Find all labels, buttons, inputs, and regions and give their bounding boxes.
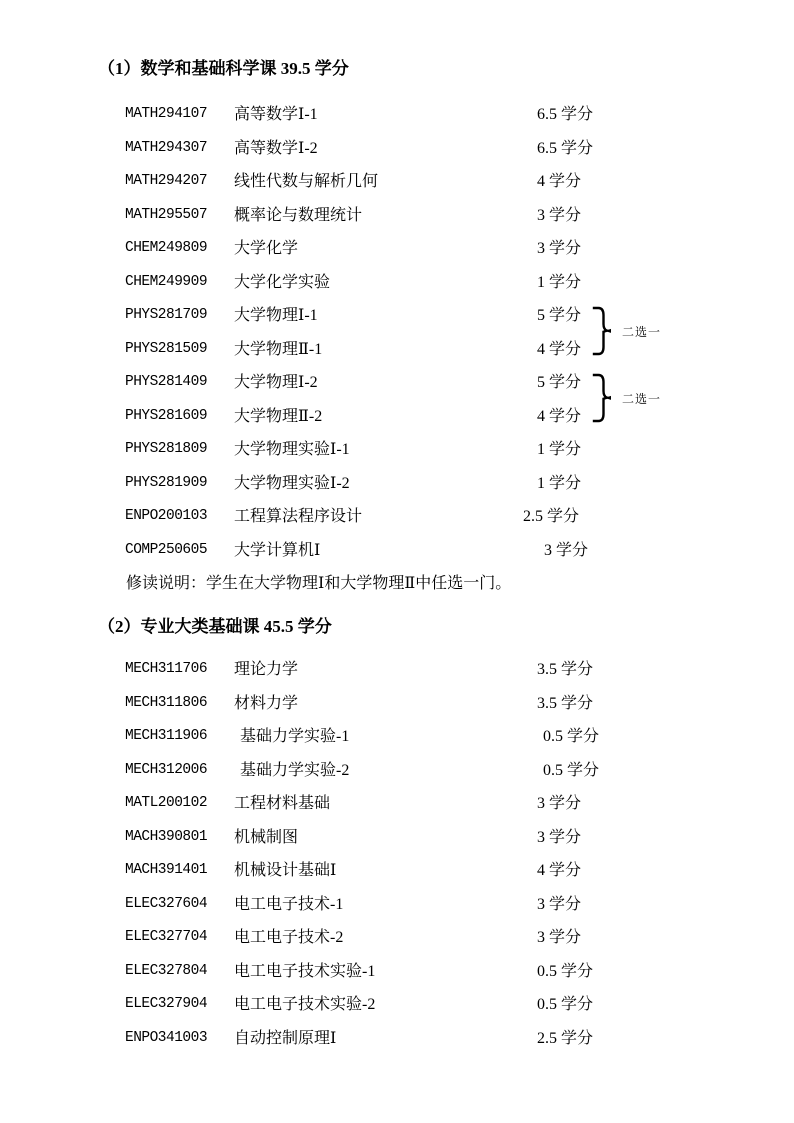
course-row xyxy=(0,929,794,963)
course-code: PHYS281909 xyxy=(125,474,208,491)
course-name: 电工电子技术-1 xyxy=(234,895,344,913)
course-name: 大学物理实验Ⅰ-1 xyxy=(234,441,350,458)
note-row xyxy=(0,575,794,609)
course-name: 理论力学 xyxy=(234,661,299,678)
course-code: ELEC327604 xyxy=(125,895,208,912)
course-code: MATH294307 xyxy=(125,139,208,156)
course-credits: 2.5 学分 xyxy=(537,1029,594,1047)
course-credits: 6.5 学分 xyxy=(537,106,594,123)
section-2-heading: （2）专业大类基础课 45.5 学分 xyxy=(98,617,332,636)
course-code: CHEM249809 xyxy=(125,240,208,256)
course-name: 大学计算机Ⅰ xyxy=(234,541,321,559)
course-name: 工程算法程序设计 xyxy=(234,508,363,525)
course-code: MATH295507 xyxy=(125,206,208,223)
course-name: 线性代数与解析几何 xyxy=(234,173,379,190)
course-row xyxy=(0,695,794,729)
course-credits: 3 学分 xyxy=(537,828,582,846)
course-credits: 3 学分 xyxy=(537,929,582,946)
course-code: MATL200102 xyxy=(125,795,208,811)
course-row xyxy=(0,341,794,375)
course-credits: 3 学分 xyxy=(537,795,582,812)
course-name: 基础力学实验-2 xyxy=(240,761,350,779)
course-credits: 4 学分 xyxy=(537,407,582,425)
course-code: ELEC327904 xyxy=(125,996,208,1012)
choice-group-physics-1 xyxy=(592,306,661,356)
course-name: 大学物理Ⅰ-2 xyxy=(234,374,318,391)
course-code: ENPO341003 xyxy=(125,1029,208,1046)
course-code: MECH311706 xyxy=(125,661,208,677)
course-name: 大学物理Ⅰ-1 xyxy=(234,307,318,324)
course-row xyxy=(0,207,794,241)
course-row xyxy=(0,963,794,997)
course-name: 电工电子技术-2 xyxy=(234,929,344,946)
course-name: 工程材料基础 xyxy=(234,795,331,812)
course-credits: 3.5 学分 xyxy=(537,661,594,678)
course-code: ENPO200103 xyxy=(125,508,208,524)
course-row xyxy=(0,106,794,140)
course-name: 机械设计基础Ⅰ xyxy=(234,862,337,879)
course-row xyxy=(0,307,794,341)
course-credits: 3 学分 xyxy=(537,895,582,913)
choice-label: 二选一 xyxy=(622,324,662,339)
course-row xyxy=(0,508,794,542)
course-name: 大学物理实验Ⅰ-2 xyxy=(234,474,350,492)
course-row xyxy=(0,996,794,1030)
course-code: MACH390801 xyxy=(125,828,208,845)
section-2-course-list xyxy=(0,661,794,1063)
course-row xyxy=(0,795,794,829)
course-code: PHYS281509 xyxy=(125,340,208,357)
course-code: PHYS281609 xyxy=(125,407,208,424)
course-credits: 1 学分 xyxy=(537,474,582,492)
course-credits: 0.5 学分 xyxy=(543,728,600,745)
course-code: PHYS281809 xyxy=(125,441,208,457)
course-credits: 5 学分 xyxy=(537,307,582,324)
section-1-course-list xyxy=(0,106,794,609)
course-code: ELEC327704 xyxy=(125,929,208,945)
course-credits: 1 学分 xyxy=(537,441,582,458)
course-credits: 5 学分 xyxy=(537,374,582,391)
course-name: 机械制图 xyxy=(234,828,299,846)
course-row xyxy=(0,173,794,207)
section-1-heading: （1）数学和基础科学课 39.5 学分 xyxy=(98,59,349,78)
course-credits: 1 学分 xyxy=(537,273,582,291)
course-row xyxy=(0,728,794,762)
course-name: 材料力学 xyxy=(234,694,299,712)
course-credits: 3 学分 xyxy=(544,541,589,559)
course-code: MECH311806 xyxy=(125,694,208,711)
course-row xyxy=(0,240,794,274)
course-code: PHYS281709 xyxy=(125,307,208,323)
course-row xyxy=(0,441,794,475)
course-name: 大学化学 xyxy=(234,240,299,257)
course-name: 基础力学实验-1 xyxy=(240,728,350,745)
course-credits: 0.5 学分 xyxy=(537,996,594,1013)
course-credits: 3 学分 xyxy=(537,206,582,224)
course-credits: 4 学分 xyxy=(537,862,582,879)
course-code: CHEM249909 xyxy=(125,273,208,290)
course-credits: 2.5 学分 xyxy=(523,508,580,525)
course-name: 大学化学实验 xyxy=(234,273,331,291)
brace-icon xyxy=(592,373,612,423)
course-code: MECH311906 xyxy=(125,728,208,744)
course-name: 大学物理Ⅱ-2 xyxy=(234,407,323,425)
course-credits: 4 学分 xyxy=(537,340,582,358)
course-name: 大学物理Ⅱ-1 xyxy=(234,340,323,358)
course-code: MATH294107 xyxy=(125,106,208,122)
choice-group-physics-2 xyxy=(592,373,661,423)
course-name: 高等数学Ⅰ-2 xyxy=(234,139,318,157)
course-row xyxy=(0,374,794,408)
course-credits: 0.5 学分 xyxy=(543,761,600,779)
course-code: PHYS281409 xyxy=(125,374,208,390)
course-name: 概率论与数理统计 xyxy=(234,206,363,224)
course-credits: 0.5 学分 xyxy=(537,962,594,980)
course-row xyxy=(0,475,794,509)
course-name: 电工电子技术实验-2 xyxy=(234,996,376,1013)
course-row xyxy=(0,661,794,695)
course-credits: 3.5 学分 xyxy=(537,694,594,712)
course-code: MECH312006 xyxy=(125,761,208,778)
course-code: MATH294207 xyxy=(125,173,208,189)
choice-label: 二选一 xyxy=(622,391,662,406)
course-row xyxy=(0,140,794,174)
section-1-note: 修读说明：学生在大学物理Ⅰ和大学物理Ⅱ中任选一门。 xyxy=(126,575,512,592)
course-credits: 4 学分 xyxy=(537,173,582,190)
course-row xyxy=(0,542,794,576)
course-row xyxy=(0,408,794,442)
course-credits: 6.5 学分 xyxy=(537,139,594,157)
course-name: 电工电子技术实验-1 xyxy=(234,962,376,980)
course-credits: 3 学分 xyxy=(537,240,582,257)
course-row xyxy=(0,1030,794,1064)
course-name: 高等数学Ⅰ-1 xyxy=(234,106,318,123)
course-row xyxy=(0,829,794,863)
course-name: 自动控制原理Ⅰ xyxy=(234,1029,337,1047)
course-code: ELEC327804 xyxy=(125,962,208,979)
course-row xyxy=(0,274,794,308)
course-row xyxy=(0,762,794,796)
course-code: MACH391401 xyxy=(125,862,208,878)
course-row xyxy=(0,896,794,930)
course-code: COMP250605 xyxy=(125,541,208,558)
course-row xyxy=(0,862,794,896)
brace-icon xyxy=(592,306,612,356)
